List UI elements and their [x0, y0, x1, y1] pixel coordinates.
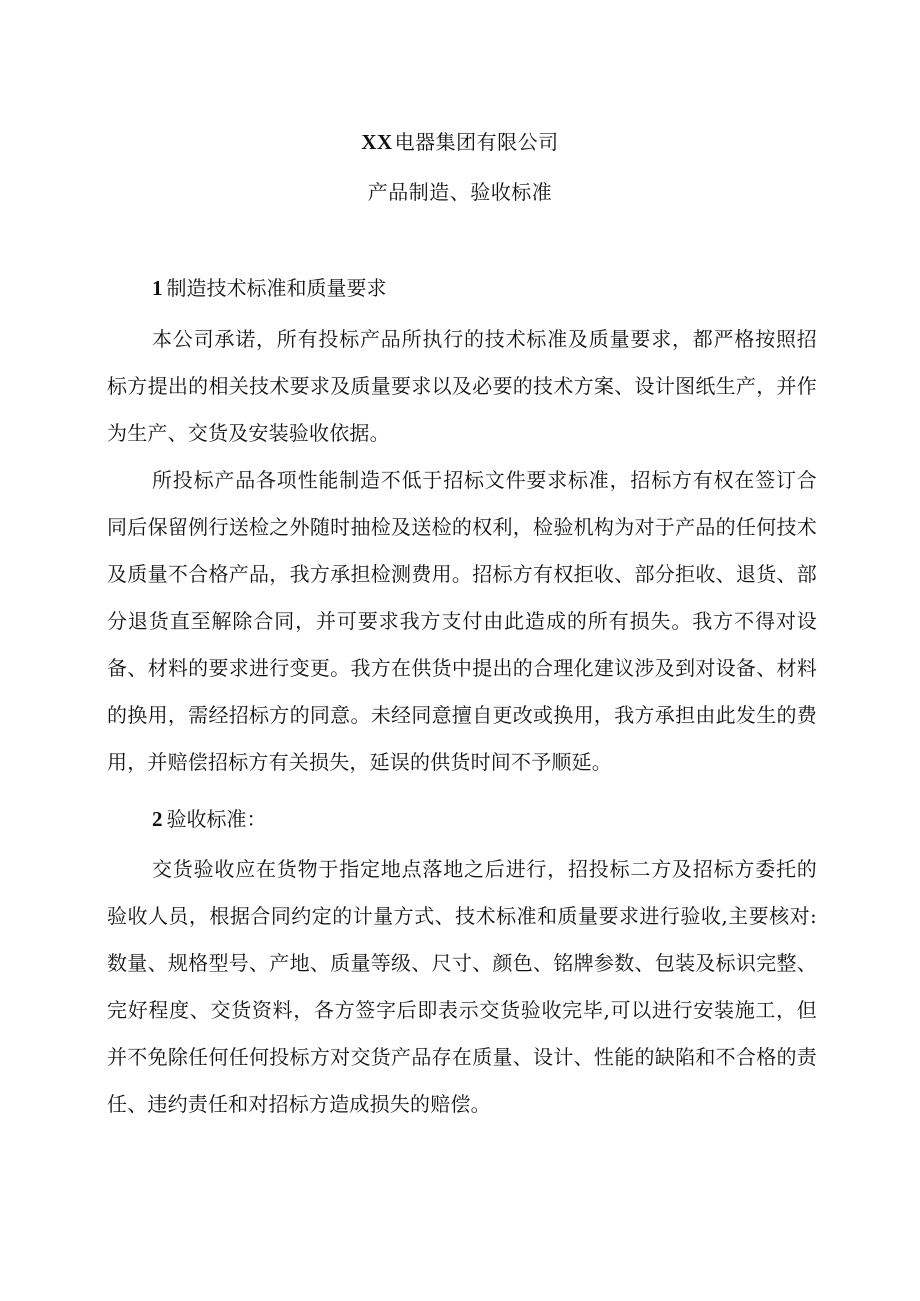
- company-title: [0, 128, 920, 156]
- section-heading-1: [152, 274, 387, 302]
- section-2-paragraph-1: 交货验收应在货物于指定地点落地之后进行，招投标二方及招标方委托的验收人员，根据合同约定的计量方式、技术标准和质量要求进行验收,主要核对:数量、规格型号、产地、质量等级、尺寸、颜色、铭牌参数、包装及标识完整、完好程度、交货资料，各方签字后即表示交货验收完毕,可以进行安装施工，但并不免除任何任何投标方对交货产品存在质量、设计、性能的缺陷和不合格的责任、违约责任和对招标方造成损失的赔偿。: [107, 857, 817, 1116]
- section-title-2: 验收标准：: [166, 807, 267, 831]
- section-number-2: 2: [152, 807, 163, 831]
- company-brand: XX: [361, 130, 393, 154]
- section-1-paragraph-2: 所投标产品各项性能制造不低于招标文件要求标准，招标方有权在签订合同后保留例行送检之外随时抽检及送检的权利，检验机构为对于产品的任何技术及质量不合格产品，我方承担检测费用。招标方有权拒收、部分拒收、退货、部分退货直至解除合同，并可要求我方支付由此造成的所有损失。我方不得对设备、材料的要求进行变更。我方在供货中提出的合理化建议涉及到对设备、材料的换用，需经招标方的同意。未经同意擅自更改或换用，我方承担由此发生的费用，并赔偿招标方有关损失，延误的供货时间不予顺延。: [107, 468, 817, 774]
- document-subtitle: 产品制造、验收标准: [367, 180, 553, 204]
- section-1-paragraph-1: 本公司承诺，所有投标产品所执行的技术标准及质量要求，都严格按照招标方提出的相关技术要求及质量要求以及必要的技术方案、设计图纸生产，并作为生产、交货及安装验收依据。: [107, 327, 817, 445]
- company-name: 电器集团有限公司: [394, 130, 559, 154]
- section-title-1: 制造技术标准和质量要求: [166, 276, 387, 300]
- section-number-1: 1: [152, 276, 163, 300]
- section-heading-2: [152, 805, 267, 833]
